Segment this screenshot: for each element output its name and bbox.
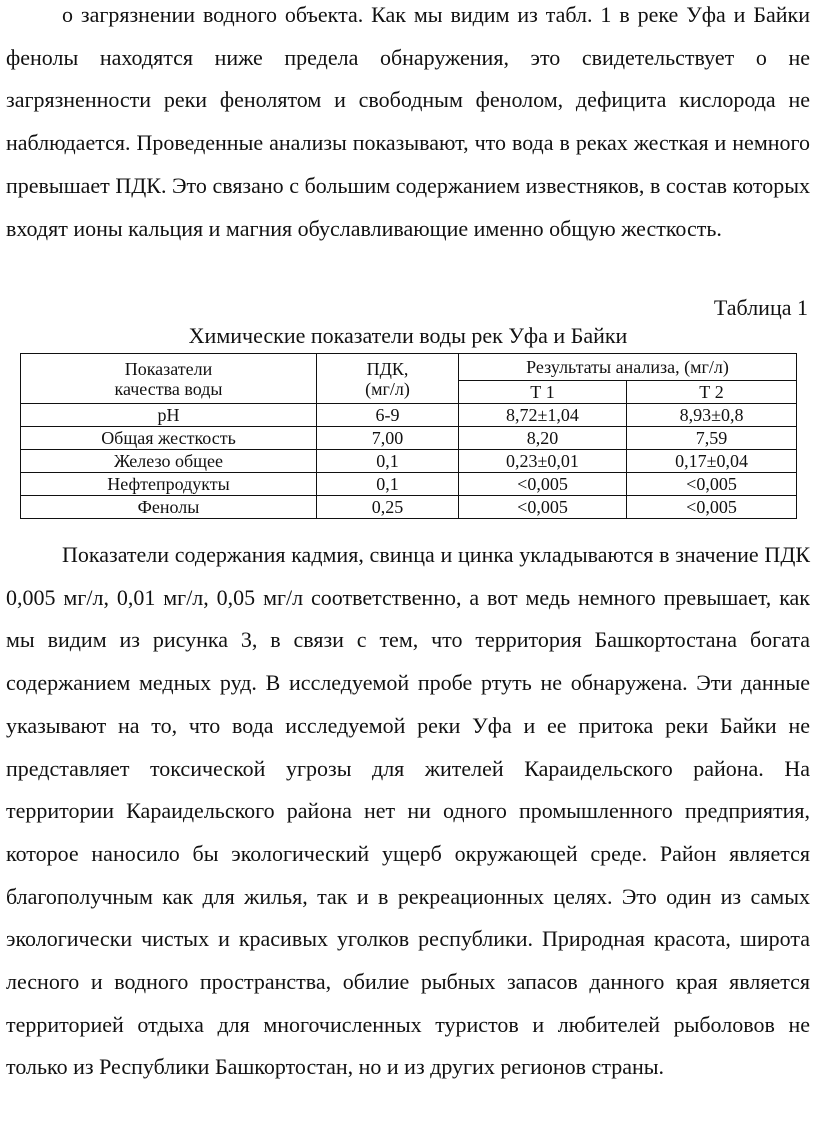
cell-t2: 8,93±0,8 — [627, 404, 797, 427]
header-t2: Т 2 — [627, 381, 797, 404]
header-pdk — [317, 354, 459, 404]
cell-t1: 8,72±1,04 — [459, 404, 627, 427]
cell-t2: 7,59 — [627, 427, 797, 450]
cell-t1: <0,005 — [459, 473, 627, 496]
cell-t2: <0,005 — [627, 496, 797, 519]
header-indicator-line2: качества воды — [114, 378, 223, 399]
cell-pdk: 0,25 — [317, 496, 459, 519]
table-row — [21, 496, 797, 519]
cell-pdk: 0,1 — [317, 450, 459, 473]
water-indicators-table — [20, 353, 797, 519]
header-results: Результаты анализа, (мг/л) — [459, 354, 797, 381]
cell-name: Железо общее — [21, 450, 317, 473]
cell-t2: 0,17±0,04 — [627, 450, 797, 473]
cell-t1: 0,23±0,01 — [459, 450, 627, 473]
cell-t1: <0,005 — [459, 496, 627, 519]
table-row — [21, 427, 797, 450]
table-row — [21, 473, 797, 496]
cell-pdk: 7,00 — [317, 427, 459, 450]
header-indicator-line1: Показатели — [124, 358, 213, 379]
table-row — [21, 450, 797, 473]
cell-name: Общая жесткость — [21, 427, 317, 450]
header-t1: Т 1 — [459, 381, 627, 404]
paragraph-intro: о загрязнении водного объекта. Как мы видим из табл. 1 в реке Уфа и Байки фенолы находятся ниже предела обнаружения, это свидетельствует о не загрязненности реки фенолятом и свободным фенолом, дефицита кислорода не наблюдается. Проведенные анализы показывают, что вода в реках жесткая и немного превышает ПДК. Это связано с большим содержанием известняков, в состав которых входят ионы кальция и магния обуславливающие именно общую жесткость. — [6, 2, 810, 241]
cell-name: Нефтепродукты — [21, 473, 317, 496]
cell-pdk: 0,1 — [317, 473, 459, 496]
table-label: Таблица 1 — [713, 295, 808, 320]
paragraph-main: Показатели содержания кадмия, свинца и цинка укладываются в значение ПДК 0,005 мг/л, 0,01 мг/л, 0,05 мг/л соответственно, а вот медь немного превышает, как мы видим из рисунка 3, в связи с тем, что территория Башкортостана богата содержанием медных руд. В исследуемой пробе ртуть не обнаружена. Эти данные указывают на то, что вода исследуемой реки Уфа и ее притока реки Байки не представляет токсической угрозы для жителей Караидельского района. На территории Караидельского района нет ни одного промышленного предприятия, которое наносило бы экологический ущерб окружающей среде. Район является благополучным как для жилья, так и в рекреационных целях. Это один из самых экологически чистых и красивых уголков республики. Природная красота, широта лесного и водного пространства, обилие рыбных запасов данного края является территорией отдыха для многочисленных туристов и любителей рыболовов не только из Республики Башкортостан, но и из других регионов страны. — [6, 542, 810, 1080]
table-caption: Химические показатели воды рек Уфа и Байки — [188, 323, 628, 348]
table-row — [21, 404, 797, 427]
cell-name: Фенолы — [21, 496, 317, 519]
table-header-row — [21, 354, 797, 381]
cell-name: pH — [21, 404, 317, 427]
cell-t2: <0,005 — [627, 473, 797, 496]
header-indicator — [21, 354, 317, 404]
cell-t1: 8,20 — [459, 427, 627, 450]
cell-pdk: 6-9 — [317, 404, 459, 427]
header-pdk-line2: (мг/л) — [365, 378, 410, 399]
header-pdk-line1: ПДК, — [366, 358, 409, 379]
